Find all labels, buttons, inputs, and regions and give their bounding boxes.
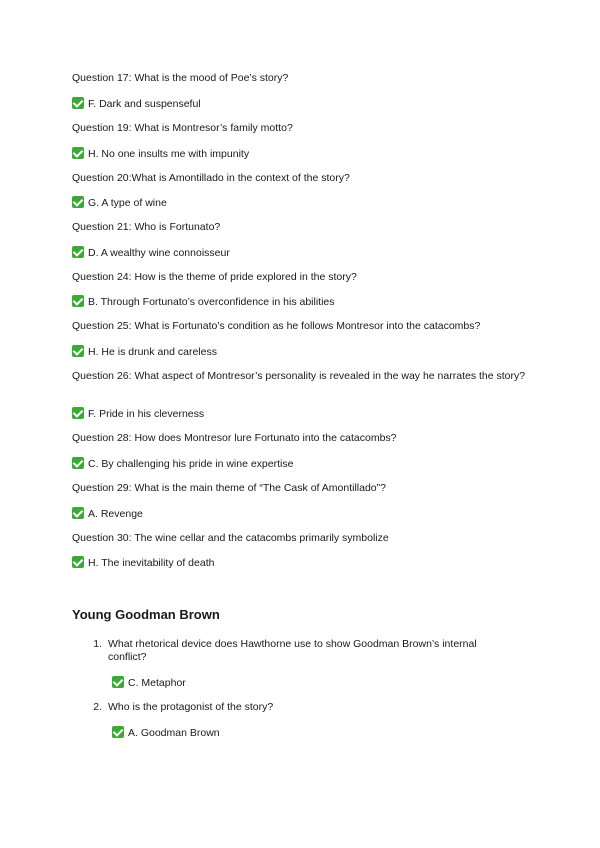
list-answer-1: [112, 676, 186, 690]
check-mark-icon: [72, 295, 84, 307]
check-mark-icon: [72, 196, 84, 208]
answer-25: [72, 345, 217, 359]
list-item: [88, 701, 508, 715]
question-21: Question 21: Who is Fortunato?: [72, 221, 221, 233]
question-20: Question 20:What is Amontillado in the context of the story?: [72, 172, 350, 184]
check-mark-icon: [72, 345, 84, 357]
question-17: Question 17: What is the mood of Poe’s story?: [72, 72, 289, 84]
answer-text: A. Goodman Brown: [128, 727, 220, 739]
answer-text: D. A wealthy wine connoisseur: [88, 247, 230, 259]
answer-text: H. No one insults me with impunity: [88, 148, 250, 160]
list-number: 2.: [93, 701, 102, 713]
answer-17: [72, 97, 201, 111]
check-mark-icon: [72, 147, 84, 159]
list-item: [88, 638, 508, 666]
question-30: Question 30: The wine cellar and the catacombs primarily symbolize: [72, 532, 389, 544]
check-mark-icon: [72, 246, 84, 258]
answer-text: G. A type of wine: [88, 197, 167, 209]
answer-24: [72, 295, 335, 309]
answer-text: F. Dark and suspenseful: [88, 98, 201, 110]
answer-text: H. He is drunk and careless: [88, 346, 217, 358]
list-question: What rhetorical device does Hawthorne use to show Goodman Brown’s internal conflict?: [108, 638, 477, 663]
answer-20: [72, 196, 167, 210]
answer-29: [72, 507, 143, 521]
question-26: Question 26: What aspect of Montresor’s personality is revealed in the way he narrates the story?: [72, 370, 526, 382]
question-24: Question 24: How is the theme of pride explored in the story?: [72, 271, 357, 283]
check-mark-icon: [112, 726, 124, 738]
section-heading: Young Goodman Brown: [72, 607, 220, 622]
answer-text: C. By challenging his pride in wine expertise: [88, 458, 294, 470]
check-mark-icon: [72, 407, 84, 419]
answer-text: B. Through Fortunato’s overconfidence in his abilities: [88, 296, 335, 308]
question-29: Question 29: What is the main theme of “The Cask of Amontillado”?: [72, 482, 386, 494]
answer-19: [72, 147, 249, 161]
list-number: 1.: [93, 638, 102, 650]
check-mark-icon: [72, 556, 84, 568]
check-mark-icon: [72, 97, 84, 109]
question-28: Question 28: How does Montresor lure Fortunato into the catacombs?: [72, 432, 397, 444]
answer-21: [72, 246, 230, 260]
answer-text: A. Revenge: [88, 508, 143, 520]
check-mark-icon: [112, 676, 124, 688]
answer-text: H. The inevitability of death: [88, 557, 215, 569]
answer-text: C. Metaphor: [128, 677, 186, 689]
question-25: Question 25: What is Fortunato’s condition as he follows Montresor into the catacombs?: [72, 320, 481, 332]
check-mark-icon: [72, 507, 84, 519]
list-question: Who is the protagonist of the story?: [108, 701, 274, 713]
check-mark-icon: [72, 457, 84, 469]
answer-30: [72, 556, 214, 570]
answer-26: [72, 407, 204, 421]
list-answer-2: [112, 726, 220, 740]
answer-text: F. Pride in his cleverness: [88, 408, 205, 420]
question-19: Question 19: What is Montresor’s family motto?: [72, 122, 293, 134]
answer-28: [72, 457, 293, 471]
